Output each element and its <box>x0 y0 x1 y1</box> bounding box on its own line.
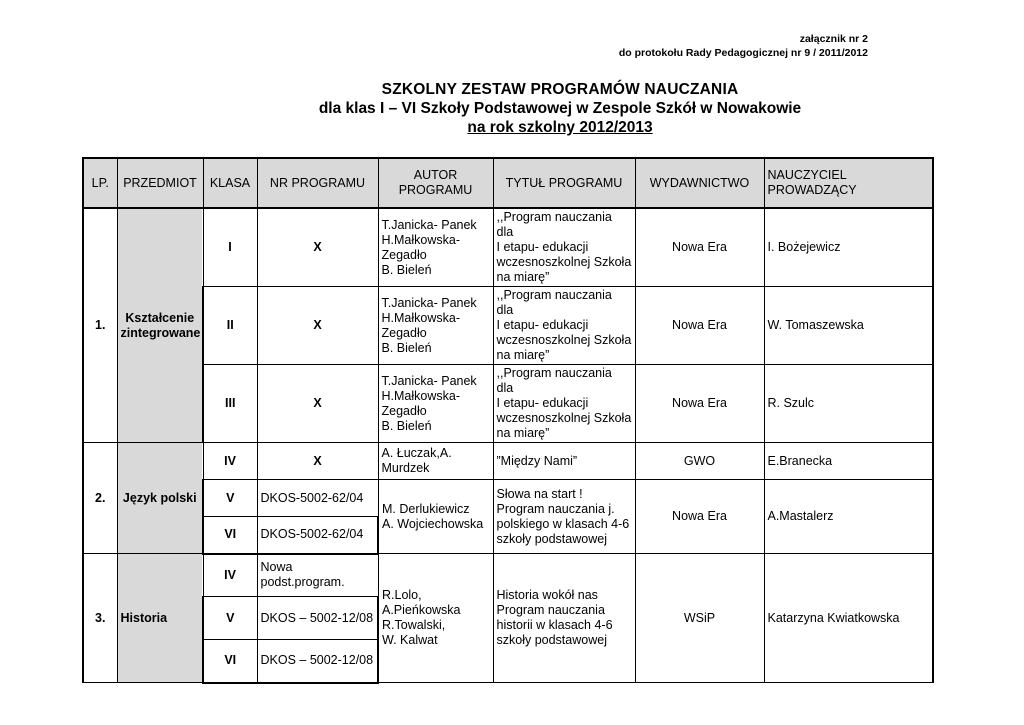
program-table <box>82 157 934 684</box>
lp-cell: 2. <box>83 443 117 554</box>
class-cell: V <box>203 480 257 517</box>
header-teacher: NAUCZYCIEL PROWADZĄCY <box>764 158 933 208</box>
header-class: KLASA <box>203 158 257 208</box>
teacher-cell: R. Szulc <box>764 365 933 443</box>
table-row <box>83 443 933 480</box>
class-cell: V <box>203 597 257 640</box>
program-title-cell: ,,Program nauczania dla I etapu- edukacji wczesnoszkolnej Szkoła na miarę” <box>493 365 635 443</box>
title-line-1: SZKOLNY ZESTAW PROGRAMÓW NAUCZANIA <box>381 81 739 98</box>
program-no-cell: DKOS – 5002-12/08 <box>257 597 378 640</box>
class-cell: II <box>203 287 257 365</box>
title-line-3: na rok szkolny 2012/2013 <box>467 119 653 136</box>
class-cell: I <box>203 208 257 287</box>
teacher-cell: I. Bożejewicz <box>764 208 933 287</box>
class-cell: IV <box>203 554 257 597</box>
subject-cell: Kształcenie zintegrowane <box>117 208 203 443</box>
program-title-cell: ”Między Nami” <box>493 443 635 480</box>
program-no-cell: X <box>257 443 378 480</box>
author-cell: M. Derlukiewicz A. Wojciechowska <box>378 480 493 554</box>
author-cell: T.Janicka- Panek H.Małkowska- Zegadło B. Bieleń <box>378 208 493 287</box>
table-row <box>83 365 933 443</box>
annex-note <box>560 32 868 60</box>
publisher-cell: Nowa Era <box>635 287 764 365</box>
publisher-cell: Nowa Era <box>635 480 764 554</box>
table-row <box>83 480 933 517</box>
class-cell: IV <box>203 443 257 480</box>
subject-cell: Język polski <box>117 443 203 554</box>
publisher-cell: WSiP <box>635 554 764 683</box>
teacher-cell: Katarzyna Kwiatkowska <box>764 554 933 683</box>
title-line-2: dla klas I – VI Szkoły Podstawowej w Zespole Szkół w Nowakowie <box>318 100 802 117</box>
teacher-cell: W. Tomaszewska <box>764 287 933 365</box>
lp-cell: 3. <box>83 554 117 683</box>
class-cell: VI <box>203 517 257 554</box>
header-lp: LP. <box>83 158 117 208</box>
publisher-cell: Nowa Era <box>635 365 764 443</box>
header-publisher: WYDAWNICTWO <box>635 158 764 208</box>
table-row <box>83 554 933 597</box>
annex-line-2: do protokołu Rady Pedagogicznej nr 9 / 2011/2012 <box>618 47 868 59</box>
header-program-title: TYTUŁ PROGRAMU <box>493 158 635 208</box>
class-cell: VI <box>203 640 257 683</box>
author-cell: A. Łuczak,A. Murdzek <box>378 443 493 480</box>
header-subject: PRZEDMIOT <box>117 158 203 208</box>
teacher-cell: A.Mastalerz <box>764 480 933 554</box>
lp-cell: 1. <box>83 208 117 443</box>
table-row <box>83 287 933 365</box>
author-cell: T.Janicka- Panek H.Małkowska- Zegadło B. Bieleń <box>378 365 493 443</box>
program-title-cell: ,,Program nauczania dla I etapu- edukacji wczesnoszkolnej Szkoła na miarę” <box>493 287 635 365</box>
program-title-cell: Historia wokół nas Program nauczania historii w klasach 4-6 szkoły podstawowej <box>493 554 635 683</box>
program-no-cell: X <box>257 287 378 365</box>
document-title <box>300 80 820 137</box>
author-cell: R.Lolo, A.Pieńkowska R.Towalski, W. Kalwat <box>378 554 493 683</box>
header-author: AUTOR PROGRAMU <box>378 158 493 208</box>
class-cell: III <box>203 365 257 443</box>
program-no-cell: DKOS – 5002-12/08 <box>257 640 378 683</box>
program-no-cell: DKOS-5002-62/04 <box>257 480 378 517</box>
publisher-cell: GWO <box>635 443 764 480</box>
program-no-cell: X <box>257 365 378 443</box>
program-no-cell: X <box>257 208 378 287</box>
program-title-cell: ,,Program nauczania dla I etapu- edukacji wczesnoszkolnej Szkoła na miarę” <box>493 208 635 287</box>
author-cell: T.Janicka- Panek H.Małkowska- Zegadło B. Bieleń <box>378 287 493 365</box>
program-no-cell: DKOS-5002-62/04 <box>257 517 378 554</box>
program-no-cell: Nowa podst.program. <box>257 554 378 597</box>
publisher-cell: Nowa Era <box>635 208 764 287</box>
subject-cell: Historia <box>117 554 203 683</box>
table-row <box>83 208 933 287</box>
program-title-cell: Słowa na start ! Program nauczania j. polskiego w klasach 4-6 szkoły podstawowej <box>493 480 635 554</box>
header-row <box>83 158 933 208</box>
header-program-no: NR PROGRAMU <box>257 158 378 208</box>
teacher-cell: E.Branecka <box>764 443 933 480</box>
annex-line-1: załącznik nr 2 <box>799 33 868 45</box>
